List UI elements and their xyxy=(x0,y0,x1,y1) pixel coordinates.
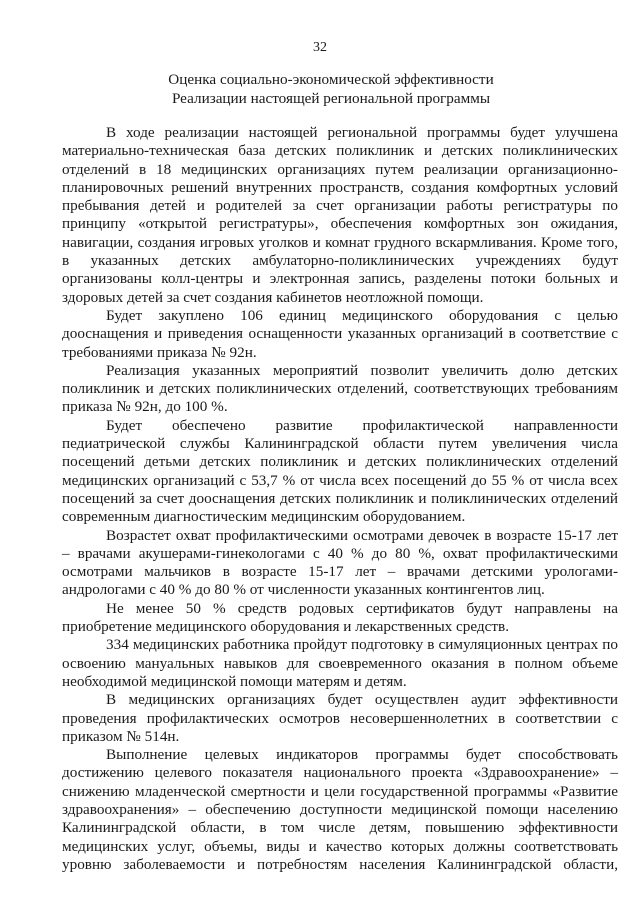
paragraph-8: В медицинских организациях будет осуществлен аудит эффективности проведения профилактических осмотров несовершеннолетних в соответствии с приказом № 514н. xyxy=(62,691,618,745)
paragraph-9: Выполнение целевых индикаторов программы будет способствовать достижению целевого показателя национального проекта «Здравоохранение» – снижению младенческой смертности и цели государственной программы «Развитие здравоохранения» – обеспечению доступности медицинской помощи населению Калининградской области, в том числе детям, повышению эффективности медицинских услуг, объемы, виды и качество которых должны соответствовать уровню заболеваемости и потребностям населения Калининградской области, xyxy=(62,746,618,873)
paragraph-5: Возрастет охват профилактическими осмотрами девочек в возрасте 15-17 лет – врачами акушерами-гинекологами с 40 % до 80 %, охват профилактическими осмотрами мальчиков в возрасте 15-17 лет – врачами детскими урологами-андрологами с 40 % до 80 % от численности указанных контингентов лиц. xyxy=(62,526,618,599)
paragraph-6: Не менее 50 % средств родовых сертификатов будут направлены на приобретение медицинского оборудования и лекарственных средств. xyxy=(62,599,618,636)
page-number: 32 xyxy=(313,40,327,55)
paragraph-3: Реализация указанных мероприятий позволит увеличить долю детских поликлиник и детских поликлинических отделений, соответствующих требованиям приказа № 92н, до 100 %. xyxy=(62,361,618,416)
paragraph-7: 334 медицинских работника пройдут подготовку в симуляционных центрах по освоению мануальных навыков для своевременного оказания в полном объеме необходимой медицинской помощи матерям и детям. xyxy=(62,636,618,690)
paragraph-2: Будет закуплено 106 единиц медицинского оборудования с целью дооснащения и приведения оснащенности указанных организаций в соответствие с требованиями приказа № 92н. xyxy=(62,306,618,361)
document-title xyxy=(62,70,600,108)
paragraph-4: Будет обеспечено развитие профилактической направленности педиатрической службы Калининградской области путем увеличения числа посещений детьми детских поликлиник и детских поликлинических отделений медицинских организаций с 53,7 % от числа всех посещений до 55 % от числа всех посещений за счет дооснащения детских поликлиник и поликлинических отделений современным диагностическим медицинским оборудованием. xyxy=(62,416,618,526)
title-line-1: Оценка социально-экономической эффективности xyxy=(168,71,494,88)
paragraph-1: В ходе реализации настоящей региональной программы будет улучшена материально-техническая база детских поликлиник и детских поликлинических отделений в 18 медицинских организациях путем реализации организационно-планировочных решений внутренних пространств, создания комфортных условий пребывания детей и родителей за счет организации работы регистратуры по принципу «открытой регистратуры», обеспечения комфортных зон ожидания, навигации, создания игровых уголков и комнат грудного вскармливания. Кроме того, в указанных детских амбулаторно-поликлинических учреждениях будут организованы колл-центры и электронная запись, разделены потоки больных и здоровых детей за счет создания кабинетов неотложной помощи. xyxy=(62,124,618,306)
title-line-2: Реализации настоящей региональной программы xyxy=(171,90,491,107)
body-text xyxy=(62,124,618,874)
